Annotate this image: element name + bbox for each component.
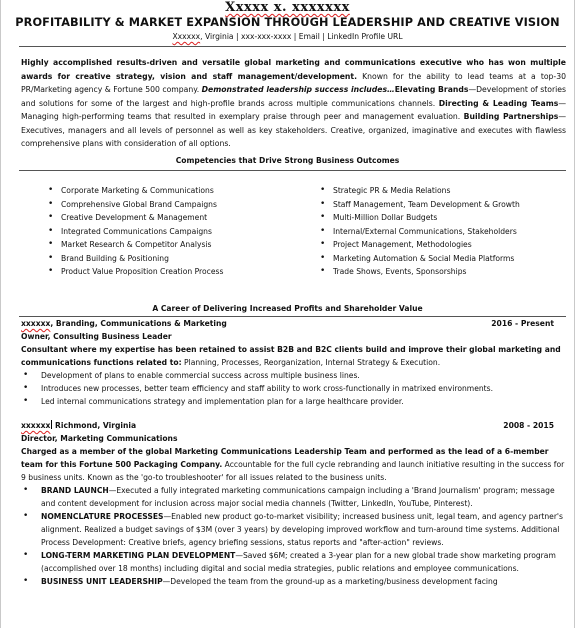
competencies-left-list — [35, 184, 223, 279]
list-item: • Strategic PR & Media Relations — [307, 184, 520, 198]
career-title: A Career of Delivering Increased Profits and Shareholder Value — [152, 304, 423, 313]
job-heading — [21, 317, 566, 330]
job-dates: 2008 - 2015 — [503, 421, 554, 430]
candidate-name: Xxxxx x. xxxxxxx — [225, 0, 350, 15]
list-item: • Brand Building & Positioning — [35, 252, 223, 266]
list-item: • LONG-TERM MARKETING PLAN DEVELOPMENT—Saved $6M; created a 3-year plan for a new global trade show marketing program (accomplished over 18 months) including digital and social media strategies, public relations and employee communications. — [21, 549, 566, 575]
competencies-divider — [19, 170, 566, 171]
list-item: • Led internal communications strategy and implementation plan for a large healthcare provider. — [21, 395, 566, 408]
list-item: • Development of plans to enable commercial success across multiple business lines. — [21, 369, 566, 382]
list-item: • Trade Shows, Events, Sponsorships — [307, 265, 520, 279]
job-company: xxxxxx Richmond, Virginia — [21, 421, 137, 430]
list-item: • Marketing Automation & Social Media Platforms — [307, 252, 520, 266]
list-item: • Project Management, Methodologies — [307, 238, 520, 252]
contact-city: Xxxxxx — [172, 32, 201, 41]
list-item: • NOMENCLATURE PROCESSES—Enabled new product go-to-market visibility; increased business unit, legal team, and agency partner's alignment. Realized a budget savings of $3M (over 3 years) by developing improved workflow and turn-around time systems. Additional Process Development: Creative briefs, agency briefing sessions, status reports and "after-action" reviews. — [21, 510, 566, 549]
summary-paragraph: Highly accomplished results-driven and versatile global marketing and communications executive who has won multiple awards for creative strategy, vision and staff management/development. Known for the ability to lead teams at a top-30 PR/Marketing agency & Fortune 500 company. Demonstrated leadership success includes…Elevating Brands—Development of stories and solutions for some of the largest and high-profile brands across multiple communications channels. Directing & Leading Teams—Managing high-performing teams that resulted in exemplary praise through peer and management evaluation. Building Partnerships—Executives, managers and all levels of personnel as well as key stakeholders. Creative, organized, imaginative and executes with flawless comprehensive plans with consideration of all options. — [21, 58, 566, 148]
list-item: • BUSINESS UNIT LEADERSHIP—Developed the team from the ground-up as a marketing/business development facing — [21, 575, 566, 588]
list-item: • Product Value Proposition Creation Process — [35, 265, 223, 279]
job-owner-consulting — [21, 317, 566, 408]
job-director-marketing — [21, 419, 566, 588]
contact-details: , Virginia | xxx-xxx-xxxx | Email | LinkedIn Profile URL — [200, 32, 403, 41]
job-role: Director, Marketing Communications — [21, 434, 178, 443]
competencies-title: Competencies that Drive Strong Business Outcomes — [175, 156, 400, 165]
list-item: • Market Research & Competitor Analysis — [35, 238, 223, 252]
job-intro: Charged as a member of the global Marketing Communications Leadership Team and performed as the lead of a 6-member team for this Fortune 500 Packaging Company. Accountable for the full cycle rebranding and launch initiative resulting in the success for 9 business units. Known as the 'go-to troubleshooter' for all issues related to the business units. — [21, 447, 565, 482]
list-item: • Creative Development & Management — [35, 211, 223, 225]
list-item: • Multi-Million Dollar Budgets — [307, 211, 520, 225]
job-dates: 2016 - Present — [491, 319, 554, 328]
job-intro: Consultant where my expertise has been retained to assist B2B and B2C clients build and improve their global marketing and communications functions related to: Planning, Processes, Reorganization, Internal Strategy & Execution. — [21, 345, 561, 367]
job-role: Owner, Consulting Business Leader — [21, 332, 172, 341]
job-bullets — [21, 369, 566, 408]
job-heading — [21, 419, 566, 432]
list-item: • Staff Management, Team Development & Growth — [307, 198, 520, 212]
list-item: • Internal/External Communications, Stakeholders — [307, 225, 520, 239]
resume-headline: PROFITABILITY & MARKET EXPANSION THROUGH LEADERSHIP AND CREATIVE VISION — [15, 16, 560, 29]
competencies-right-list — [307, 184, 520, 279]
list-item: • Corporate Marketing & Communications — [35, 184, 223, 198]
contact-line — [1, 32, 574, 41]
list-item: • Integrated Communications Campaigns — [35, 225, 223, 239]
list-item: • BRAND LAUNCH—Executed a fully integrated marketing communications campaign including a 'Brand Journalism' program; message and content development for inclusion across major social media channels (Twitter, LinkedIn, YouTube, Pinterest). — [21, 484, 566, 510]
header-divider — [19, 46, 566, 47]
list-item: • Comprehensive Global Brand Campaigns — [35, 198, 223, 212]
list-item: • Introduces new processes, better team efficiency and staff ability to work cross-functionally in matrixed environments. — [21, 382, 566, 395]
job-company: xxxxxx, Branding, Communications & Marketing — [21, 319, 227, 328]
job-bullets — [21, 484, 566, 588]
